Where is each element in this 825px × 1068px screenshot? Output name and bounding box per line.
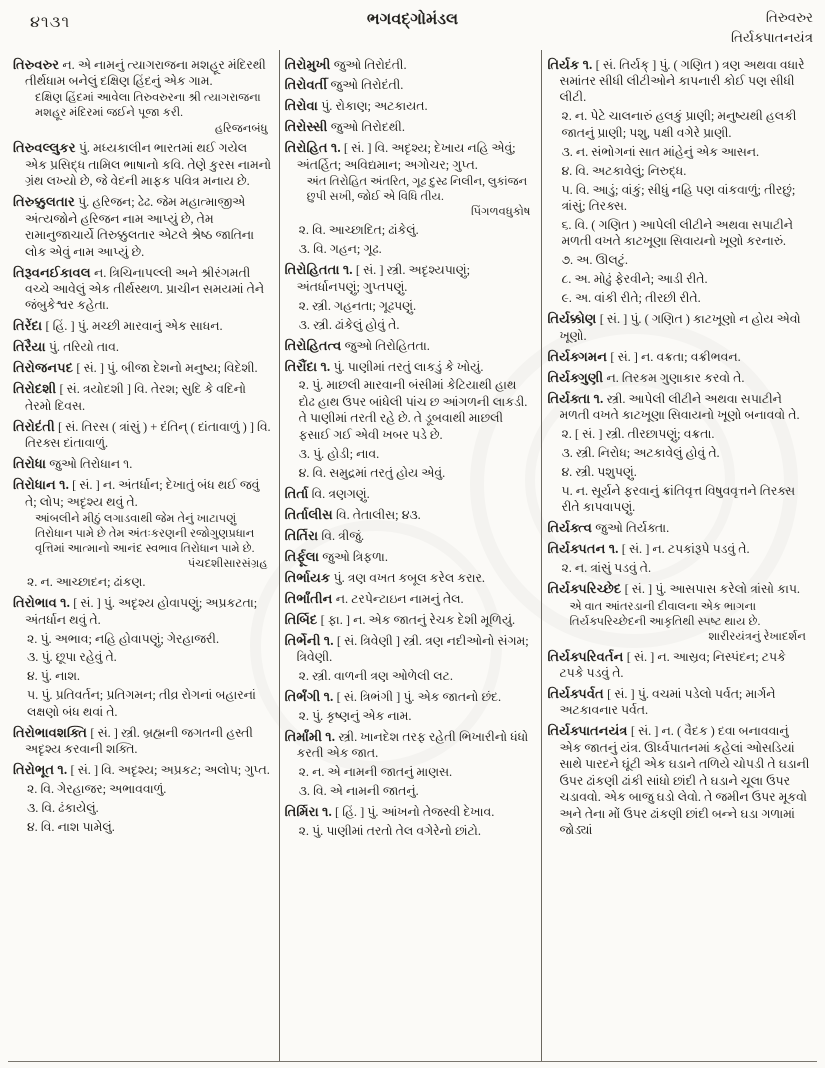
bottom-rule <box>8 1061 817 1062</box>
dictionary-entry: તિર્યક ૧. [ સં. તિર્યક્ ] પું. ( ગણિત ) ત્રણ અથવા વધારે સમાંતર સીધી લીટીઓને કાપનારી કોઈ પણ સીધી લીટી. <box>547 56 805 105</box>
headword: તિર્યક્ગુણી <box>547 369 607 385</box>
headword: તિર્યક્ગમન <box>547 348 611 364</box>
column-1 <box>8 50 279 1062</box>
dictionary-entry: તિરોસ્સી જુઓ તિરોદથી. <box>284 119 405 135</box>
headword: તિર્યક્ત્વ <box>547 520 596 536</box>
headword: તિરુવરુર <box>13 56 63 72</box>
dictionary-entry: તિરોવર્તી જુઓ તિરોદંતી. <box>284 77 404 93</box>
page-header <box>8 6 817 50</box>
headword: તિરેંદા <box>13 318 46 334</box>
entry-sense: ૩. વિ. એ નામની જાતનું. <box>298 784 419 799</box>
dictionary-entry: તિરેંદા [ હિં. ] પું. મચ્છી મારવાનું એક સાધન. <box>13 318 223 334</box>
entry-sense: ૮. અ. મોઢું ફેરવીને; આડી રીતે. <box>561 272 708 287</box>
dictionary-entry: તિરુવરુર ન. એ નામનું ત્યાગરાજના મશહૂર મંદિરથી તીર્થધામ બનેલું દક્ષિણ હિંદનું એક ગામ. <box>13 56 266 88</box>
headword: તિરૈયા <box>13 339 49 355</box>
dictionary-entry: તિર્ભાંતીન ન. ટરપેન્ટાઇન નામનું તેલ. <box>284 590 464 606</box>
entry-sense: ૨. વિ. ગેરહાજર; અભાવવાળું. <box>27 782 167 797</box>
guide-words <box>731 8 813 47</box>
headword: તિર્યક્પરિચ્છેદ <box>547 581 625 597</box>
headword: તિર્તા <box>284 485 312 501</box>
dictionary-entry: તિર્ભંગી ૧. [ સં. ત્રિભંગી ] પું. એક જાતનો છંદ. <box>284 688 502 704</box>
headword: તિરોવર્તી <box>284 77 331 93</box>
dictionary-entry: તિરોભાવશક્તિ [ સં. ] સ્ત્રી. બ્રહ્મની જગતની હસ્તી અદૃશ્ય કરવાની શક્તિ. <box>13 724 253 757</box>
headword: તિર્મિરા ૧. <box>284 804 336 820</box>
dictionary-entry: તિર્યક્ગુણી ન. તિરકમ ગુણાકાર કરવો તે. <box>547 369 745 385</box>
entry-sense: ૪. વિ. અટકાવેલું; નિરુદ્ધ. <box>561 163 687 178</box>
dictionary-entry: તિરોમુખી જુઓ તિરોદંતી. <box>284 56 407 72</box>
headword: તિર્માંમી ૧. <box>284 728 339 744</box>
dictionary-entry: તિર્મિરા ૧. [ હિં. ] પું. આંખનો તેજસ્વી દેખાવ. <box>284 804 495 820</box>
headword: તિરોવા <box>284 98 322 114</box>
entry-sense: ૨. પું. પાણીમાં તરતો તેલ વગેરેનો છાંટો. <box>298 824 481 839</box>
entry-sense: ૨. ન. પેટે ચાલનારું હલકું પ્રાણી; મનુષ્યથી હલકી જાતનું પ્રાણી; પશુ, પક્ષી વગેરે પ્રાણી. <box>561 109 797 140</box>
entry-sense: ૩. વિ. ગહન; ગૂઢ. <box>298 242 382 257</box>
headword: તિર્યક્કોણ <box>547 311 600 327</box>
guide-word-first: તિરુવરુર <box>765 10 813 25</box>
entry-sense: ૩. સ્ત્રી. નિરોધ; અટકાવેલું હોવું તે. <box>561 445 720 460</box>
entry-sense: ૪. વિ. સમુદ્રમાં તરતું હોય એવું. <box>298 465 446 480</box>
citation-source: પંચદશીસારસંગ્રહ <box>187 557 268 571</box>
dictionary-entry: તિરોદંતી [ સં. તિરસ ( ત્રાંસું ) + દંતિન્ ( દાંતાવાળું ) ] વિ. તિરક્સ દાંતાવાળું. <box>13 418 271 451</box>
headword: તિર્ભાયક <box>284 569 334 585</box>
citation-source: શારીરયંત્રનું રેખાદર્શન <box>708 629 806 643</box>
book-title: ભગવદ્ગોમંડલ <box>366 11 459 28</box>
headword: તિર્તાલીસ <box>284 506 337 522</box>
headword: તિર્યક્તા ૧. <box>547 390 607 406</box>
entry-sense: ૪. પું. નાશ. <box>27 669 81 684</box>
entry-sense: ૭. અ. ઊલટું. <box>561 253 628 268</box>
entry-sense: ૩. પું. હોડી; નાવ. <box>298 446 380 461</box>
entry-sense: ૨. સ્ત્રી. વાળની ત્રણ ઓળેલી લટ. <box>298 668 453 683</box>
headword: તિરોધાન ૧. <box>13 477 73 493</box>
entry-sense: ૨. પું. કૃષ્ણનું એક નામ. <box>298 708 412 723</box>
headword: તિરોભાવ ૧. <box>13 595 74 611</box>
headword: તિર્તિરા <box>284 527 322 543</box>
dictionary-entry: તિરુવલ્લુકર પું. મધ્યકાલીન ભારતમાં થઈ ગયેલ એક પ્રસિદ્ધ તામિલ ભાષાનો કવિ. તેણે કુરસ નામનો ગ્રંથ લખ્યો છે, જે વેદની માફક પવિત્ર મનાય છે. <box>13 140 272 189</box>
entry-sense: ૩. ન. સંભોગનાં સાત માંહેનું એક આસન. <box>561 144 760 159</box>
dictionary-entry: તિરોધા જુઓ તિરોધાન ૧. <box>13 456 133 472</box>
entry-sense: ૩. વિ. ઢંકાયેલું. <box>27 801 99 816</box>
entry-sense: ૩. સ્ત્રી. ઢાંકેલું હોવું તે. <box>298 317 400 332</box>
dictionary-entry: તિરોભૂત ૧. [ સં. ] વિ. અદૃશ્ય; અપ્રકટ; અલોપ; ગુપ્ત. <box>13 762 270 778</box>
column-3 <box>541 50 817 1062</box>
headword: તિરુક્કુલતાર <box>13 194 79 210</box>
entry-sense: ૨. [ સં. ] સ્ત્રી. તીરછાપણું; વક્રતા. <box>561 426 715 441</box>
entry-sense: ૨. પું. માછલી મારવાની બંસીમાં કેટિયાથી હાથ દોઢ હાથ ઉપર બાંધેલી પાંચ છ આંગળની લાકડી. તે પાણીમાં તરતી રહે છે. તે ડૂબવાથી માછલી ફસાઈ ગઈ એવી ખબર પડે છે. <box>298 378 528 442</box>
entry-sense: ૪. વિ. નાશ પામેલું. <box>27 820 115 834</box>
dictionary-entry: તિર્યક્પતન ૧. [ સં. ] ન. ટપકાંરૂપે પડવું તે. <box>547 541 750 557</box>
entry-sense: ૪. સ્ત્રી. પશુપણું. <box>561 464 637 479</box>
citation-source: પિંગળવધુકોષ <box>471 205 531 219</box>
headword: તિર્ભંગી ૧. <box>284 688 337 704</box>
dictionary-entry: તિરોધાન ૧. [ સં. ] ન. અંતર્ધાન; દેખાતું બંધ થઈ જવું તે; લોપ; અદૃશ્ય થવું તે. <box>13 477 260 509</box>
headword: તિરોહિત ૧. <box>284 140 344 156</box>
headword: તિર્ફૂલા <box>284 548 323 564</box>
headword: તિરોદંતી <box>13 418 59 434</box>
headword: તિરોભૂત ૧. <box>13 762 71 778</box>
entry-sense: ૨. ન. એ નામની જાતનું માણસ. <box>298 765 453 780</box>
headword: તિરોભાવશક્તિ <box>13 724 91 740</box>
citation-quote: દક્ષિણ હિંદમાં આવેલા તિરુવરુરના શ્રી ત્યાગરાજના મશહૂર મંદિરમાં જઈને પૂજા કરી. <box>35 91 261 120</box>
entry-sense: ૩. પું. છૂપા રહેવું તે. <box>27 650 117 665</box>
dictionary-entry: તિર્તિરા વિ. ત્રીજું. <box>284 527 365 543</box>
citation-quote: અંત તિરોહિત અંતરિત, ગૂઢ દુસ્ઢ નિલીન, લુકાંજન છુપી સખી, જોઈ એ વિધિ તીય. <box>306 175 528 204</box>
headword: તિર્ભેની ૧. <box>284 632 337 648</box>
dictionary-entry: તિરૈયા પું. તરિયો તાવ. <box>13 339 119 355</box>
entry-sense: ૨. ન. ત્રાંસું પડવું તે. <box>561 561 652 576</box>
headword: તિર્યક ૧. <box>547 56 596 72</box>
dictionary-entry: તિરોહિતત્વ જુઓ તિરોહિતતા. <box>284 337 430 353</box>
dictionary-entry: તિર્તા વિ. ત્રણગણું. <box>284 485 370 501</box>
headword: તિર્યક્પર્વત <box>547 685 608 701</box>
headword: તિરુવલ્લુકર <box>13 140 79 156</box>
dictionary-entry: તિર્યક્પરિચ્છેદ [ સં. ] પું. આસપાસ કરેલો ત્રાંસો કાપ. <box>547 581 801 597</box>
dictionary-entry: તિરોવા પું. રોકાણ; અટકાયત. <box>284 98 428 114</box>
headword: તિરોમુખી <box>284 56 334 72</box>
entry-sense: ૨. ન. આચ્છાદન; ઢાંકણ. <box>27 575 146 590</box>
dictionary-entry: તિરોભાવ ૧. [ સં. ] પું. અદૃશ્ય હોવાપણું; અપ્રકટતા; અંતર્ધાન થવું તે. <box>13 595 258 627</box>
entry-sense: ૨. સ્ત્રી. ગહનતા; ગૂઢપણું. <box>298 298 417 313</box>
dictionary-entry: તિરુક્કુલતાર પું. હરિજન; ઢેઢ. જેમ મહાત્માજીએ અંત્યજોને હરિજન નામ આપ્યું છે, તેમ રામાનુજાચાર્યે તિરુક્કુલતાર એટલે શ્રેષ્ઠ જાતિના લોક એવું નામ આપ્યું છે. <box>13 194 255 259</box>
dictionary-entry: તિરૌંદા ૧. પું. પાણીમાં તરતું લાકડું કે ખોયું. <box>284 358 484 374</box>
headword: તિરોજનપદ <box>13 360 77 376</box>
headword: તિર્યક્પાતનયંત્ર <box>547 723 631 739</box>
headword: તિર્યક્પતન ૧. <box>547 541 622 557</box>
dictionary-entry: તિર્યક્ત્વ જુઓ તિર્યક્તા. <box>547 520 670 536</box>
headword: તિર્ભાંતીન <box>284 590 336 606</box>
dictionary-columns <box>8 50 817 1062</box>
dictionary-entry: તિર્ભાયક પું. ત્રણ વખત કબૂલ કરેલ કરાર. <box>284 569 485 585</box>
dictionary-entry: તિર્ફૂલા જુઓ ત્રિફળા. <box>284 548 388 564</box>
citation-source: હરિજનબંધુ <box>214 121 268 135</box>
entry-sense: ૨. વિ. આચ્છાદિત; ઢાંકેલું. <box>298 223 419 238</box>
citation-quote: એ વાત આંતરડાની દીવાલના એક ભાગના તિર્યક્પરિચ્છેદની આકૃતિથી સ્પષ્ટ થાય છે. <box>569 599 761 628</box>
dictionary-entry: તિર્યક્તા ૧. સ્ત્રી. આપેલી લીટીને અથવા સપાટીને મળતી વખતે કાટખૂણા સિવાયનો ખૂણો બનાવવો તે. <box>547 390 800 423</box>
dictionary-entry: તિર્ભેની ૧. [ સં. ત્રિવેણી ] સ્ત્રી. ત્રણ નદીઓનો સંગમ; ત્રિવેણી. <box>284 632 529 664</box>
headword: તિરોહિતત્વ <box>284 337 345 353</box>
headword: તિરૌંદા ૧. <box>284 358 334 374</box>
dictionary-entry: તિરૂવનઈકાવલ ન. ત્રિચિનાપલ્લી અને શ્રીરંગમતી વચ્ચે આવેલું એક તીર્થસ્થળ. પ્રાચીન સમયમાં તેને જંબુકેશ્વર કહેતા. <box>13 264 265 313</box>
page-number: ૪૧૩૧ <box>30 14 71 31</box>
headword: તિરૂવનઈકાવલ <box>13 264 94 280</box>
dictionary-entry: તિરોજનપદ [ સં. ] પું. બીજા દેશનો મનુષ્ય; વિદેશી. <box>13 360 258 376</box>
entry-sense: ૬. વિ. ( ગણિત ) આપેલી લીટીને અથવા સપાટીને મળતી વખતે કાટખૂણા સિવાયનો ખૂણો કરનારું. <box>561 217 794 249</box>
dictionary-entry: તિર્યક્કોણ [ સં. ] પું. ( ગણિત ) કાટખૂણો ન હોય એવો ખૂણો. <box>547 311 801 343</box>
dictionary-entry: તિરોદશી [ સં. ત્રયોદશી ] વિ. તેરશ; સુદિ કે વદિનો તેરમો દિવસ. <box>13 381 247 413</box>
entry-sense: ૫. ન. સૂર્યને ફરવાનું ક્રાંતિવૃત્ત વિષુવવૃત્તને તિરક્સ રીતે કાપવાપણું. <box>561 483 796 515</box>
entry-sense: ૫. વિ. આડું; વાંકું; સીધું નહિ પણ વાંકવાળું; તીરછું; ત્રાંસું; તિરક્સ. <box>561 182 796 214</box>
dictionary-entry: તિર્તાલીસ વિ. તેતાલીસ; ૪૩. <box>284 506 421 522</box>
headword: તિર્બિદ <box>284 611 321 627</box>
headword: તિરોસ્સી <box>284 119 331 135</box>
citation-quote: આંબલીને મીઠું લગાડવાથી જેમ તેનું ખાટાપણું તિરોધાન પામે છે તેમ અંતઃકરણની રજોગુણપ્રધાન વૃત્તિમાં આત્માનો આનંદ સ્વભાવ તિરોધાન પામે છે. <box>35 512 255 556</box>
guide-word-last: તિર્યક્પાતનયંત્ર <box>731 29 813 45</box>
dictionary-entry: તિરોહિત ૧. [ સં. ] વિ. અદૃશ્ય; દેખાય નહિ એવું; અંતર્હિત; અવિદ્યમાન; અગોચર; ગુપ્ત. <box>284 140 516 172</box>
dictionary-entry: તિરોહિતતા ૧. [ સં. ] સ્ત્રી. અદૃશ્યપાણું; અંતર્ધાનપણું; ગુપ્તપણું. <box>284 262 471 294</box>
dictionary-entry: તિર્યક્ગમન [ સં. ] ન. વક્રતા; વક્રીભવન. <box>547 348 741 364</box>
headword: તિરોધા <box>13 456 50 472</box>
dictionary-entry: તિર્યક્પર્વત [ સં. ] પું. વચમાં પડેલો પર્વત; માર્ગને અટકાવનાર પર્વત. <box>547 685 776 718</box>
dictionary-entry: તિર્બિદ [ ફા. ] ન. એક જાતનું રેચક દેશી મૂળિયું. <box>284 611 516 627</box>
dictionary-entry: તિર્યક્પરિવર્તન [ સં. ] ન. આસ્રવ; નિસ્પંદન; ટપકે ટપકે પડવું તે. <box>547 648 786 681</box>
headword: તિરોદશી <box>13 381 60 397</box>
column-2 <box>279 50 542 1062</box>
entry-sense: ૨. પું. અભાવ; નહિ હોવાપણું; ગેરહાજરી. <box>27 631 220 646</box>
headword: તિર્યક્પરિવર્તન <box>547 648 627 664</box>
headword: તિરોહિતતા ૧. <box>284 262 356 278</box>
dictionary-entry: તિર્માંમી ૧. સ્ત્રી. ખાનદેશ તરફ રહેતી ભિખારીનો ધંધો કરતી એક જાત. <box>284 728 529 761</box>
dictionary-entry: તિર્યક્પાતનયંત્ર [ સં. ] ન. ( વૈદક ) દવા બનાવવાનું એક જાતનું યંત્ર. ઊર્ધ્વપાતનમાં કહેલાં ઓસડિયાં સાથે પારદને ઘૂંટી એક ઘડાને તળિયે ચોપડી તે ઘડાની ઉપર ઢાંકણી ઢાંકી સાંધો છાંદી તે ઘડાને ચૂલા ઉપર ચડાવવો. એક બાજુ ઘડો લેવો. તે જમીન ઉપર મૂકવો અને તેના મોં ઉપર ઢાંકણી છાંદી બન્ને ઘડા ગળામાં જોડ્યાં <box>547 723 810 838</box>
entry-sense: ૫. પું. પ્રતિવર્તન; પ્રતિગમન; તીવ્ર રોગનાં બહારનાં લક્ષણો બંધ થવાં તે. <box>27 688 256 719</box>
entry-sense: ૯. અ. વાંકી રીતે; તીરછી રીતે. <box>561 291 701 306</box>
